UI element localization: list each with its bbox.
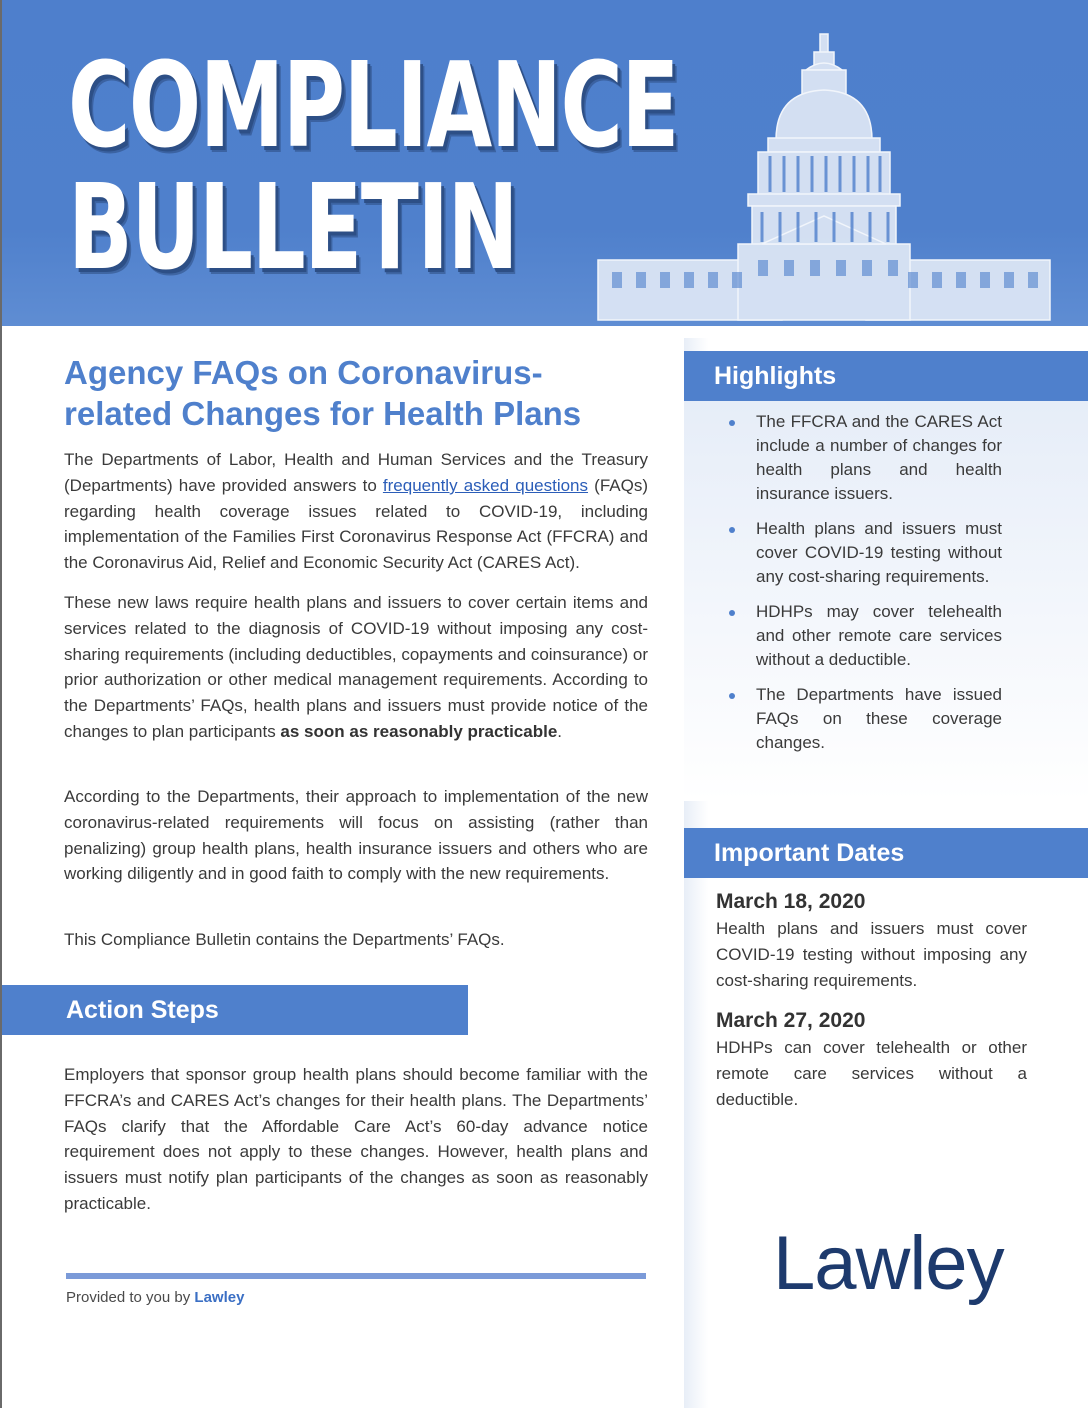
highlights-list [725, 410, 1002, 766]
faq-link[interactable]: frequently asked questions [382, 475, 589, 495]
intro-text: The Departments of Labor, Health and Human Services and the Treasury (Departments) have provided answers to [64, 450, 648, 495]
lawley-logo: Lawley [773, 1221, 1004, 1306]
headline-line2: related Changes for Health Plans [64, 395, 582, 432]
date-entry [716, 888, 1027, 994]
emphasis-text: as soon as reasonably practicable [280, 721, 558, 741]
article-headline [64, 352, 664, 434]
intro-text: . [557, 721, 563, 741]
date-description: Health plans and issuers must cover COVID-19 testing without imposing any cost-sharing requirements. [716, 919, 1027, 990]
bulletin-title-line2: BULLETIN [68, 158, 518, 296]
masthead-banner [2, 0, 1088, 326]
bulletin-title-line1: COMPLIANCE [68, 36, 678, 174]
footer-credit [66, 1288, 244, 1308]
highlight-item: HDHPs may cover telehealth and other remote care services without a deductible. [725, 600, 1002, 672]
date-description: HDHPs can cover telehealth or other remote care services without a deductible. [716, 1038, 1027, 1109]
intro-text: These new laws require health plans and issuers to cover certain items and services related to the diagnosis of COVID-19 without imposing any cost-sharing requirements (including deductibles, copayments and coinsurance) or prior authorization or other medical management requirements. According to the Departments’ FAQs, health plans and issuers must provide notice of the changes to plan participants [64, 593, 648, 741]
important-dates-heading: Important Dates [684, 828, 1088, 878]
intro-text: (FAQs) regarding health coverage issues related to COVID-19, including implementation of the Families First Coronavirus Response Act (FFCRA) and the Coronavirus Aid, Relief and Economic Security Act (CARES Act). [64, 475, 648, 573]
intro-paragraph-3: According to the Departments, their approach to implementation of the new coronavirus-related requirements will focus on assisting (rather than penalizing) group health plans, health insurance issuers and others who are working diligently and in good faith to comply with the new requirements. [64, 787, 648, 884]
bulletin-title [68, 36, 678, 296]
footer-brand: Lawley [194, 1289, 245, 1306]
highlight-item: Health plans and issuers must cover COVID-19 testing without any cost-sharing requirements. [725, 517, 1002, 589]
action-steps-heading: Action Steps [2, 985, 468, 1035]
date-label: March 27, 2020 [716, 1009, 866, 1032]
date-entry [716, 1007, 1027, 1113]
footer-provided-by: Provided to you by [66, 1289, 195, 1306]
intro-paragraph-2 [64, 590, 648, 745]
footer-divider [66, 1273, 646, 1279]
highlight-item: The FFCRA and the CARES Act include a number of changes for health plans and health insurance issuers. [725, 410, 1002, 506]
headline-line1: Agency FAQs on Coronavirus- [64, 354, 543, 391]
highlight-item: The Departments have issued FAQs on these coverage changes. [725, 683, 1002, 755]
intro-paragraph-4: This Compliance Bulletin contains the Departments’ FAQs. [64, 930, 505, 949]
highlights-heading: Highlights [684, 351, 1088, 401]
date-label: March 18, 2020 [716, 890, 866, 913]
action-steps-paragraph: Employers that sponsor group health plans should become familiar with the FFCRA’s and CARES Act’s changes for their health plans. The Departments’ FAQs clarify that the Affordable Care Act’s 60-day advance notice requirement does not apply to these changes. However, health plans and issuers must notify plan participants of the changes as soon as reasonably practicable. [64, 1065, 648, 1213]
intro-paragraph-1 [64, 447, 648, 576]
